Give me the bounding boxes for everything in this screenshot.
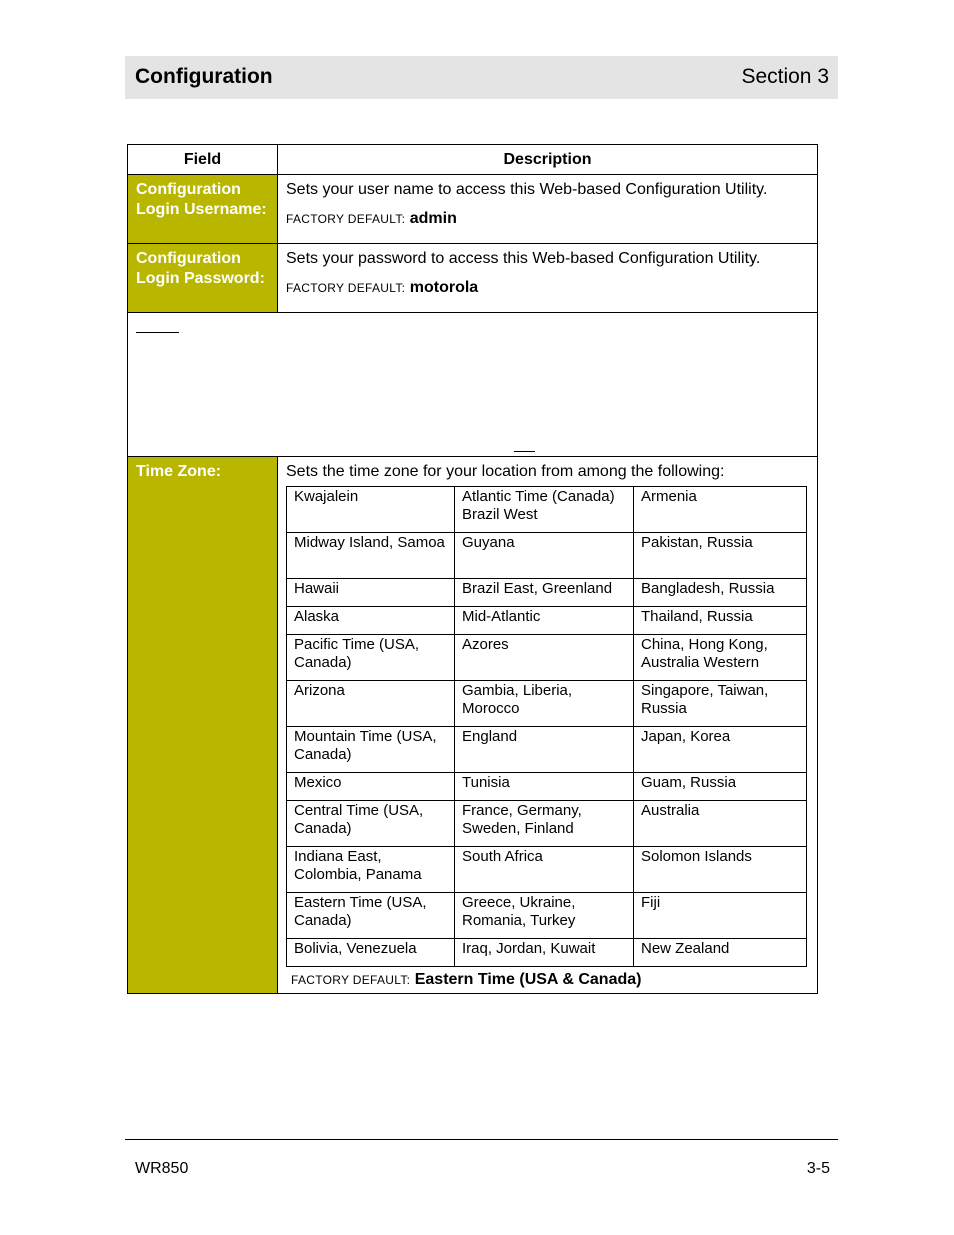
page-header	[125, 56, 838, 99]
field-name: Time Zone:	[128, 457, 278, 994]
timezone-cell: Brazil East, Greenland	[455, 579, 634, 607]
timezone-cell: Kwajalein	[287, 487, 455, 533]
field-description	[278, 457, 818, 994]
blank-row	[128, 313, 818, 457]
blank-area	[128, 313, 817, 456]
table-row	[128, 244, 818, 313]
footer-divider	[125, 1139, 838, 1140]
timezone-cell: Greece, Ukraine, Romania, Turkey	[455, 893, 634, 939]
timezone-cell: Pacific Time (USA, Canada)	[287, 635, 455, 681]
description-text: Sets your user name to access this Web-based Configuration Utility.	[286, 181, 768, 198]
description-text: Sets your password to access this Web-based Configuration Utility.	[286, 250, 761, 267]
timezone-cell: Eastern Time (USA, Canada)	[287, 893, 455, 939]
factory-default-label: FACTORY DEFAULT:	[286, 281, 406, 295]
table-row	[128, 175, 818, 244]
timezone-row	[287, 607, 807, 635]
table-row	[128, 457, 818, 994]
timezone-table	[286, 486, 807, 967]
timezone-cell: China, Hong Kong, Australia Western	[634, 635, 807, 681]
underline-mark	[514, 451, 535, 452]
page-title: Configuration	[135, 65, 273, 88]
timezone-cell: Singapore, Taiwan, Russia	[634, 681, 807, 727]
timezone-row	[287, 801, 807, 847]
timezone-cell: Gambia, Liberia, Morocco	[455, 681, 634, 727]
timezone-cell: Iraq, Jordan, Kuwait	[455, 939, 634, 967]
timezone-cell: Guyana	[455, 533, 634, 579]
timezone-cell: South Africa	[455, 847, 634, 893]
field-description	[278, 175, 818, 244]
timezone-row	[287, 727, 807, 773]
section-label: Section 3	[741, 65, 829, 88]
underline-mark	[136, 332, 179, 333]
timezone-cell: Fiji	[634, 893, 807, 939]
field-column-header: Field	[128, 145, 278, 175]
factory-default-label: FACTORY DEFAULT:	[286, 212, 406, 226]
timezone-cell: Arizona	[287, 681, 455, 727]
timezone-cell: Hawaii	[287, 579, 455, 607]
footer-model: WR850	[135, 1160, 189, 1177]
timezone-row	[287, 847, 807, 893]
field-name: Configuration Login Password:	[128, 244, 278, 313]
timezone-cell: New Zealand	[634, 939, 807, 967]
timezone-cell: Indiana East, Colombia, Panama	[287, 847, 455, 893]
timezone-cell: Bolivia, Venezuela	[287, 939, 455, 967]
description-column-header: Description	[278, 145, 818, 175]
description-text: Sets the time zone for your location from among the following:	[286, 463, 725, 480]
timezone-cell: France, Germany, Sweden, Finland	[455, 801, 634, 847]
timezone-row	[287, 939, 807, 967]
field-name: Configuration Login Username:	[128, 175, 278, 244]
timezone-cell: Solomon Islands	[634, 847, 807, 893]
timezone-cell: Australia	[634, 801, 807, 847]
timezone-cell: Japan, Korea	[634, 727, 807, 773]
factory-default-label: FACTORY DEFAULT:	[291, 973, 411, 987]
timezone-row	[287, 533, 807, 579]
timezone-cell: Tunisia	[455, 773, 634, 801]
timezone-cell: Atlantic Time (Canada) Brazil West	[455, 487, 634, 533]
timezone-row	[287, 635, 807, 681]
timezone-cell: England	[455, 727, 634, 773]
factory-default-value: admin	[409, 210, 457, 227]
timezone-cell: Thailand, Russia	[634, 607, 807, 635]
timezone-cell: Guam, Russia	[634, 773, 807, 801]
timezone-row	[287, 773, 807, 801]
timezone-cell: Bangladesh, Russia	[634, 579, 807, 607]
timezone-cell: Azores	[455, 635, 634, 681]
factory-default	[286, 209, 809, 229]
factory-default-value: motorola	[409, 279, 479, 296]
timezone-cell: Armenia	[634, 487, 807, 533]
timezone-cell: Mexico	[287, 773, 455, 801]
timezone-cell: Mountain Time (USA, Canada)	[287, 727, 455, 773]
timezone-cell: Midway Island, Samoa	[287, 533, 455, 579]
table-header-row	[128, 145, 818, 175]
page-number: 3-5	[806, 1160, 830, 1177]
timezone-cell: Alaska	[287, 607, 455, 635]
factory-default	[286, 278, 809, 298]
timezone-cell: Mid-Atlantic	[455, 607, 634, 635]
timezone-row	[287, 893, 807, 939]
factory-default-value: Eastern Time (USA & Canada)	[414, 971, 642, 988]
field-description	[278, 244, 818, 313]
field-description-table	[127, 144, 818, 994]
timezone-row	[287, 681, 807, 727]
timezone-cell: Central Time (USA, Canada)	[287, 801, 455, 847]
timezone-row	[287, 579, 807, 607]
timezone-row	[287, 487, 807, 533]
factory-default	[286, 970, 809, 990]
timezone-cell: Pakistan, Russia	[634, 533, 807, 579]
blank-cell	[128, 313, 818, 457]
